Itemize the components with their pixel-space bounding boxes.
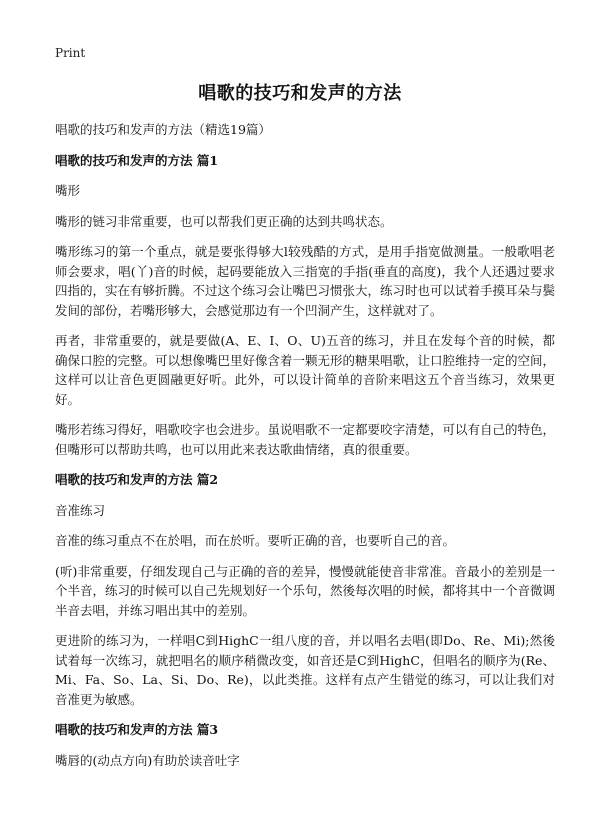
section-heading: 唱歌的技巧和发声的方法 篇2 xyxy=(55,472,219,487)
section-1 xyxy=(55,151,555,460)
paragraph: 更进阶的练习为，一样唱C到HighC一组八度的音，并以唱名去唱(即Do、Re、Mi);然後试着每一次练习，就把唱名的顺序稍微改变，如音还是C到HighC，但唱名的顺序为(Re、Mi、Fa、So、La、Si、Do、Re)，以此类推。这样有点产生错觉的练习，可以让我们对音准更为敏感。 xyxy=(55,633,555,707)
paragraph: 音准练习 xyxy=(55,502,106,518)
paragraph: 嘴唇的(动点方向)有助於读音吐字 xyxy=(55,752,240,768)
section-2 xyxy=(55,470,555,709)
print-link[interactable]: Print xyxy=(55,46,86,60)
page-title: 唱歌的技巧和发声的方法 xyxy=(198,83,402,104)
paragraph: 嘴形 xyxy=(55,183,81,198)
section-heading: 唱歌的技巧和发声的方法 篇1 xyxy=(55,152,219,168)
paragraph: 嘴形的链习非常重要，也可以帮我们更正确的达到共鸣状态。 xyxy=(55,213,393,229)
article-body xyxy=(55,120,555,781)
paragraph: 音准的练习重点不在於唱，而在於听。要听正确的音，也要听自己的音。 xyxy=(55,533,456,548)
paragraph: (听)非常重要，仔细发现自己与正确的音的差异，慢慢就能使音非常准。音最小的差别是一个半音，练习的时候可以自己先规划好一个乐句，然後每次唱的时候，都将其中一个音微调半音去唱，并练习唱出其中的差别。 xyxy=(55,563,556,618)
article-subtitle: 唱歌的技巧和发声的方法（精选19篇） xyxy=(55,122,271,137)
paragraph: 嘴形练习的第一个重点，就是要张得够大l较残酷的方式，是用手指宽做测量。一般歌唱老师会要求，唱(丫)音的时候，起码要能放入三指宽的手指(垂直的高度)，我个人还遇过要求四指的，实在有够折腾。不过这个练习会让嘴巴习惯张大，练习时也可以试着手摸耳朵与鬓发间的部份，若嘴形够大，会感觉那边有一个凹洞产生，这样就对了。 xyxy=(55,244,556,318)
section-3 xyxy=(55,720,555,770)
paragraph: 再者，非常重要的，就是要做(A、E、I、O、U)五音的练习，并且在发每个音的时候，都确保口腔的完整。可以想像嘴巴里好像含着一颗无形的糖果唱歌，让口腔维持一定的空间，这样可以让音色更圆融更好听。此外，可以设计简单的音阶来唱这五个音当练习，效果更好。 xyxy=(55,333,556,407)
section-heading: 唱歌的技巧和发声的方法 篇3 xyxy=(55,722,219,737)
paragraph: 嘴形若练习得好，唱歌咬字也会进步。虽说唱歌不一定都要咬字清楚，可以有自己的特色，但嘴形可以帮助共鸣，也可以用此来表达歌曲情绪，真的很重要。 xyxy=(55,422,556,457)
